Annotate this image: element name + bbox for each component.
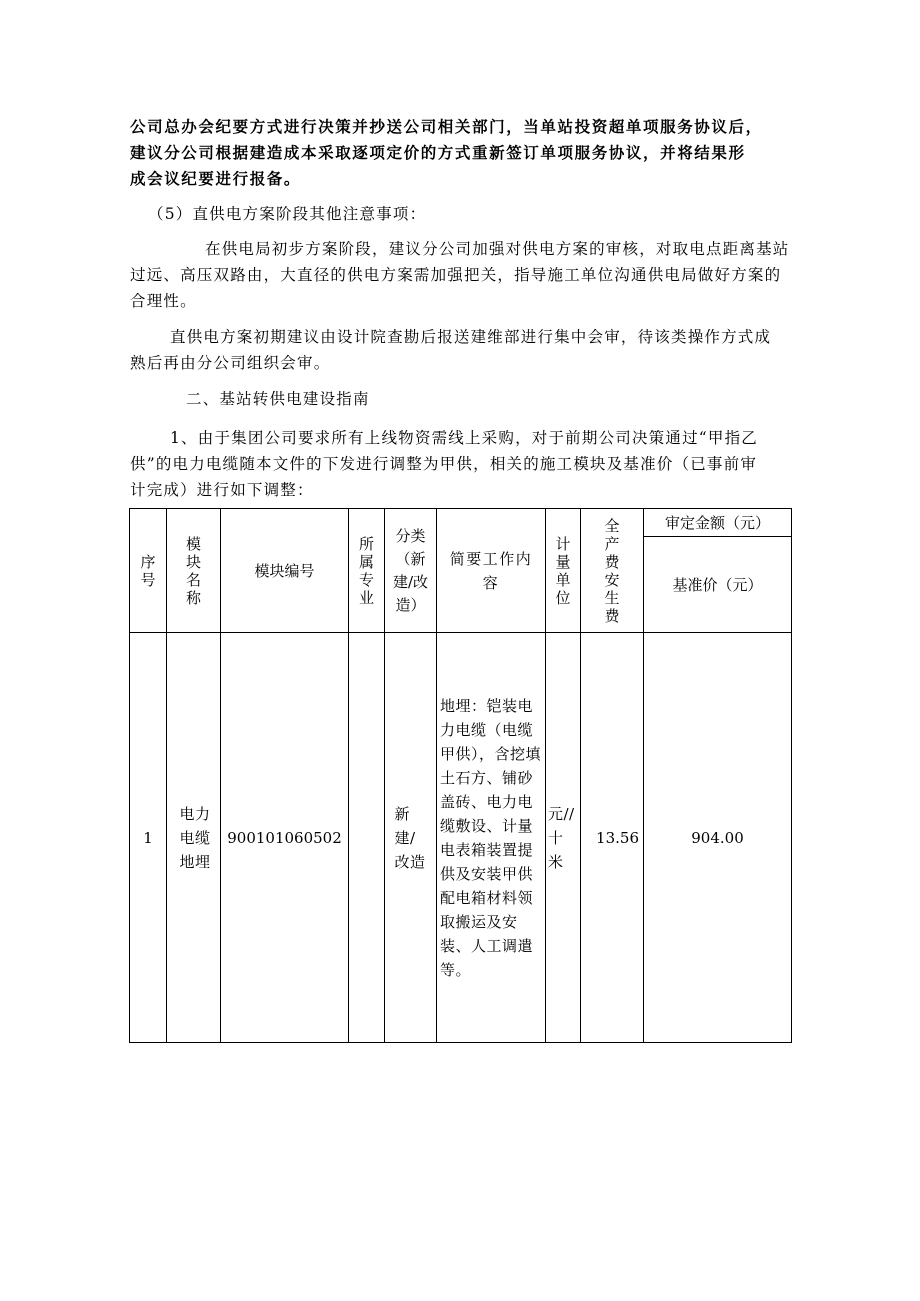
header-specialty: 所属专业 [349,509,385,633]
text-line: 直供电方案初期建议由设计院查勘后报送建维部进行集中会审，待该类操作方式成 [170,328,772,346]
header-safety-fee: 全产费安生费 [581,509,644,633]
paragraph-heading-5 [130,201,813,227]
cell-module-name: 电力电缆地埋 [167,633,221,1043]
text-line: 成会议纪要进行报备。 [130,169,302,188]
paragraph-decision-process [130,114,795,192]
text-line: 1、由于集团公司要求所有上线物资需线上采购，对于前期公司决策通过“甲指乙 [170,429,758,447]
text-line: 二、基站转供电建设指南 [186,390,370,408]
header-seq: 序号 [130,509,167,633]
header-module-code: 模块编号 [221,509,349,633]
text-line: 供”的电力电缆随本文件的下发进行调整为甲供，相关的施工模块及基准价（已事前审 [130,455,758,473]
cell-safety-fee: 13.56 [581,633,644,1043]
header-unit: 计量单位 [546,509,581,633]
cell-unit: 元//十米 [546,633,581,1043]
text-line: 过远、高压双路由，大直径的供电方案需加强把关，指导施工单位沟通供电局做好方案的 [130,266,782,284]
paragraph-power-plan-review [130,236,795,314]
cell-category: 新建/改造 [385,633,437,1043]
header-approved-amount: 审定金额（元） [644,509,792,537]
text-line: （5）直供电方案阶段其他注意事项： [148,205,427,223]
text-line: 计完成）进行如下调整： [130,481,314,499]
section-heading-2 [130,386,851,412]
table-row [130,633,792,1043]
header-module-name: 模块名称 [167,509,221,633]
text-line: 熟后再由分公司组织会审。 [130,354,331,372]
header-work-content: 简要工作内容 [437,509,546,633]
header-base-price: 基准价（元） [644,537,792,633]
cell-seq: 1 [130,633,167,1043]
text-line: 合理性。 [130,292,197,310]
cell-base-price: 904.00 [644,633,792,1043]
cell-work-content: 地埋：铠装电力电缆（电缆甲供），含挖填土石方、铺砂盖砖、电力电缆敷设、计量电表箱装置提供及安装甲供配电箱材料领取搬运及安装、人工调遣等。 [437,633,546,1043]
paragraph-procurement-adjustment [130,425,795,503]
paragraph-joint-review [130,324,795,376]
cell-module-code: 900101060502 [221,633,349,1043]
text-line: 在供电局初步方案阶段，建议分公司加强对供电方案的审核，对取电点距离基站 [205,240,790,258]
text-line: 公司总办会纪要方式进行决策并抄送公司相关部门，当单站投资超单项服务协议后， [130,117,763,136]
text-line: 建议分公司根据建造成本采取逐项定价的方式重新签订单项服务协议，并将结果形 [130,143,746,162]
cell-specialty [349,633,385,1043]
header-category: 分类（新建/改造） [385,509,437,633]
module-price-table [129,508,792,1043]
